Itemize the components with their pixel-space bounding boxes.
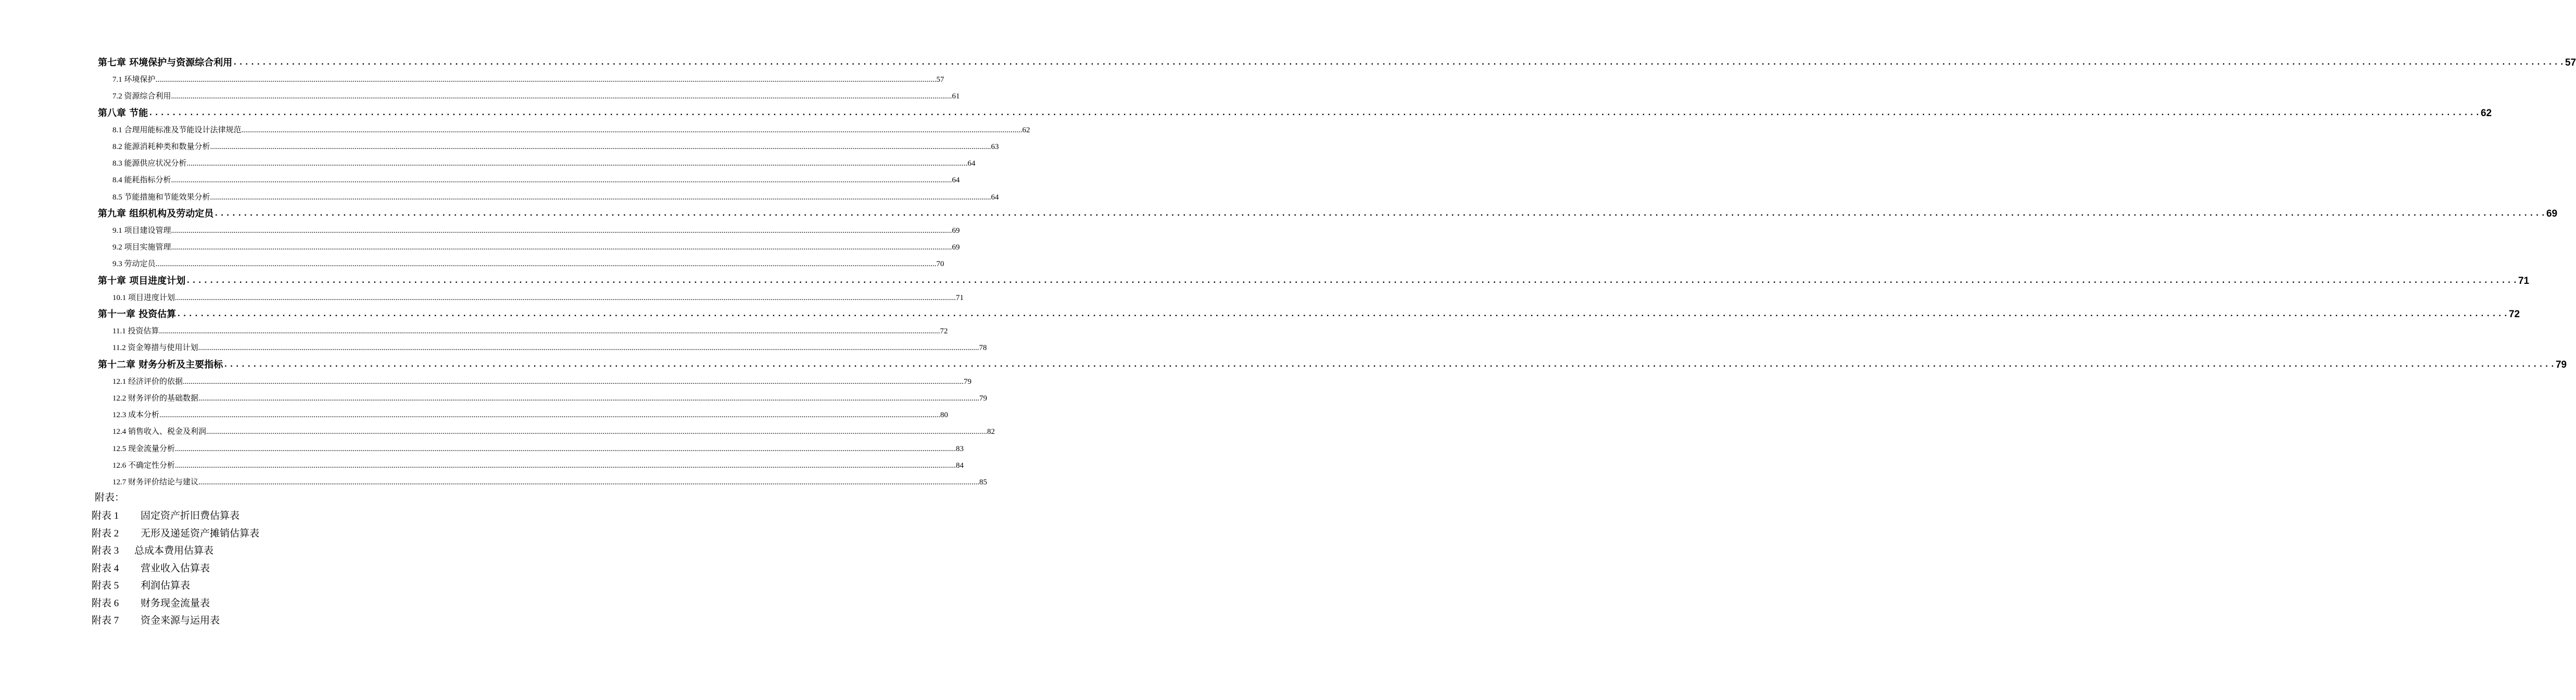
toc-page-number: 79 (964, 377, 972, 386)
toc-page-number: 72 (2508, 309, 2520, 320)
appendix-name: 无形及递延资产摊销估算表 (141, 528, 260, 539)
toc-entry-label: 12.5 现金流量分析 (112, 444, 175, 453)
toc-leader-dots: ................................................................................................................................................................................................................................................................................................................................................................................................................ (185, 276, 2518, 286)
toc-page-number: 82 (987, 428, 995, 436)
toc-leader-dots: ................................................................................................................................................................................................................................................................................................................................................................................................................ (171, 243, 952, 252)
toc-leader-dots: ................................................................................................................................................................................................................................................................................................................................................................................................................ (175, 444, 956, 453)
toc-page-number: 70 (936, 260, 944, 269)
toc-entry-label: 8.4 能耗指标分析 (112, 176, 171, 185)
toc-entry-label: 12.1 经济评价的依据 (112, 377, 183, 386)
toc-section-entry[interactable] (112, 172, 960, 185)
toc-section-entry[interactable] (112, 290, 964, 303)
toc-section-entry[interactable] (112, 458, 964, 470)
toc-chapter-entry[interactable] (98, 104, 2492, 119)
toc-section-entry[interactable] (112, 407, 949, 420)
toc-page-number: 85 (979, 478, 988, 486)
toc-entry-label: 10.1 项目进度计划 (112, 293, 175, 302)
toc-entry-label: 8.1 合理用能标准及节能设计法律规范 (112, 126, 242, 134)
toc-page-number: 79 (2555, 359, 2567, 370)
toc-page-number: 57 (2565, 57, 2576, 68)
toc-entry-label: 第九章 组织机构及劳动定员 (98, 208, 214, 219)
toc-section-entry[interactable] (112, 474, 988, 487)
toc-entry-label: 12.4 销售收入、税金及利润 (112, 428, 207, 436)
toc-leader-dots: ................................................................................................................................................................................................................................................................................................................................................................................................................ (159, 327, 940, 336)
appendix-code: 附表 2 (92, 528, 119, 539)
toc-entry-label: 第八章 节能 (98, 107, 148, 119)
toc-chapter-entry[interactable] (98, 355, 2567, 371)
appendix-code: 附表 6 (92, 597, 119, 609)
toc-leader-dots: ................................................................................................................................................................................................................................................................................................................................................................................................................ (183, 377, 964, 386)
toc-section-entry[interactable] (112, 391, 988, 403)
toc-leader-dots: ................................................................................................................................................................................................................................................................................................................................................................................................................ (198, 478, 980, 486)
toc-section-entry[interactable] (112, 72, 944, 84)
toc-leader-dots: ................................................................................................................................................................................................................................................................................................................................................................................................................ (155, 260, 937, 269)
toc-entry-label: 12.3 成本分析 (112, 411, 160, 420)
toc-page-number: 61 (952, 92, 960, 101)
appendix-item[interactable] (92, 595, 210, 609)
toc-leader-dots: ................................................................................................................................................................................................................................................................................................................................................................................................................ (186, 159, 968, 168)
appendix-code: 附表 1 (92, 510, 119, 521)
toc-leader-dots: ................................................................................................................................................................................................................................................................................................................................................................................................................ (198, 344, 979, 353)
toc-section-entry[interactable] (112, 190, 999, 202)
toc-entry-label: 7.2 资源综合利用 (112, 92, 171, 101)
appendix-item[interactable] (92, 612, 220, 627)
appendix-name: 利润估算表 (141, 580, 191, 591)
toc-leader-dots: ................................................................................................................................................................................................................................................................................................................................................................................................................ (155, 76, 937, 84)
appendix-name: 总成本费用估算表 (134, 545, 214, 556)
appendix-code: 附表 4 (92, 562, 119, 574)
toc-section-entry[interactable] (112, 256, 944, 269)
toc-page-number: 71 (956, 293, 964, 302)
toc-section-entry[interactable] (112, 156, 976, 168)
toc-entry-label: 12.2 财务评价的基础数据 (112, 394, 199, 403)
toc-entry-label: 第七章 环境保护与资源综合利用 (98, 57, 233, 68)
toc-leader-dots: ................................................................................................................................................................................................................................................................................................................................................................................................................ (232, 58, 2565, 68)
toc-page-number: 64 (967, 159, 976, 168)
toc-page-number: 62 (1022, 126, 1030, 134)
toc-section-entry[interactable] (112, 139, 999, 152)
toc-leader-dots: ................................................................................................................................................................................................................................................................................................................................................................................................................ (171, 227, 952, 235)
appendix-name: 营业收入估算表 (141, 562, 210, 574)
appendix-item[interactable] (92, 543, 213, 557)
toc-page-number: 78 (979, 344, 987, 353)
toc-chapter-entry[interactable] (98, 271, 2530, 287)
toc-page-number: 84 (956, 461, 964, 470)
toc-page-number: 69 (952, 243, 960, 252)
toc-page-number: 80 (940, 411, 949, 420)
toc-page-number: 69 (2546, 208, 2558, 219)
toc-chapter-entry[interactable] (98, 204, 2558, 220)
toc-entry-label: 8.5 节能措施和节能效果分析 (112, 193, 210, 202)
toc-page-number: 71 (2518, 275, 2530, 286)
appendix-code: 附表 7 (92, 615, 119, 626)
toc-section-entry[interactable] (112, 122, 1030, 135)
appendix-item[interactable] (92, 578, 190, 592)
toc-section-entry[interactable] (112, 340, 987, 353)
toc-entry-label: 12.7 财务评价结论与建议 (112, 478, 199, 486)
toc-leader-dots: ................................................................................................................................................................................................................................................................................................................................................................................................................ (171, 92, 952, 101)
toc-leader-dots: ................................................................................................................................................................................................................................................................................................................................................................................................................ (213, 208, 2546, 219)
toc-leader-dots: ................................................................................................................................................................................................................................................................................................................................................................................................................ (210, 193, 991, 202)
toc-leader-dots: ................................................................................................................................................................................................................................................................................................................................................................................................................ (148, 108, 2481, 118)
toc-section-entry[interactable] (112, 441, 964, 454)
toc-entry-label: 9.2 项目实施管理 (112, 243, 171, 252)
toc-section-entry[interactable] (112, 223, 960, 235)
toc-entry-label: 12.6 不确定性分析 (112, 461, 175, 470)
toc-entry-label: 11.1 投资估算 (112, 327, 159, 336)
toc-leader-dots: ................................................................................................................................................................................................................................................................................................................................................................................................................ (176, 309, 2509, 319)
toc-chapter-entry[interactable] (98, 53, 2576, 69)
appendix-item[interactable] (92, 560, 210, 574)
appendix-name: 财务现金流量表 (141, 597, 210, 609)
appendix-item[interactable] (92, 526, 259, 540)
toc-entry-label: 第十一章 投资估算 (98, 309, 176, 320)
toc-entry-label: 9.1 项目建设管理 (112, 227, 171, 235)
toc-entry-label: 第十章 项目进度计划 (98, 275, 186, 286)
appendix-heading: 附表： (95, 492, 125, 503)
toc-page-number: 72 (940, 327, 948, 336)
toc-page-number: 57 (936, 76, 944, 84)
toc-section-entry[interactable] (112, 323, 948, 336)
appendix-item[interactable] (92, 508, 239, 522)
appendix-name: 固定资产折旧费估算表 (141, 510, 240, 521)
toc-entry-label: 8.3 能源供应状况分析 (112, 159, 187, 168)
toc-page-number: 69 (952, 227, 960, 235)
toc-entry-label: 第十二章 财务分析及主要指标 (98, 359, 223, 370)
toc-page-number: 64 (952, 176, 960, 185)
toc-entry-label: 9.3 劳动定员 (112, 260, 156, 269)
toc-entry-label: 7.1 环境保护 (112, 76, 156, 84)
toc-leader-dots: ................................................................................................................................................................................................................................................................................................................................................................................................................ (210, 143, 991, 151)
toc-section-entry[interactable] (112, 424, 995, 436)
appendix-code: 附表 3 (92, 545, 119, 556)
toc-page-number: 64 (991, 193, 999, 202)
appendix-code: 附表 5 (92, 580, 119, 591)
toc-leader-dots: ................................................................................................................................................................................................................................................................................................................................................................................................................ (175, 461, 956, 470)
toc-leader-dots: ................................................................................................................................................................................................................................................................................................................................................................................................................ (159, 411, 941, 420)
toc-leader-dots: ................................................................................................................................................................................................................................................................................................................................................................................................................ (223, 359, 2556, 370)
toc-chapter-entry[interactable] (98, 305, 2520, 320)
appendix-name: 资金来源与运用表 (141, 615, 220, 626)
toc-page-number: 83 (956, 444, 964, 453)
toc-leader-dots: ................................................................................................................................................................................................................................................................................................................................................................................................................ (198, 394, 980, 403)
toc-leader-dots: ................................................................................................................................................................................................................................................................................................................................................................................................................ (241, 126, 1022, 134)
toc-section-entry[interactable] (112, 374, 972, 386)
toc-leader-dots: ................................................................................................................................................................................................................................................................................................................................................................................................................ (175, 293, 956, 302)
toc-section-entry[interactable] (112, 240, 960, 252)
toc-page-number: 79 (979, 394, 988, 403)
toc-section-entry[interactable] (112, 89, 960, 101)
toc-page-number: 63 (991, 143, 999, 151)
toc-entry-label: 11.2 资金筹措与使用计划 (112, 344, 198, 353)
toc-leader-dots: ................................................................................................................................................................................................................................................................................................................................................................................................................ (206, 428, 988, 436)
toc-leader-dots: ................................................................................................................................................................................................................................................................................................................................................................................................................ (171, 176, 952, 185)
toc-entry-label: 8.2 能源消耗种类和数量分析 (112, 143, 210, 151)
toc-page-number: 62 (2480, 107, 2492, 119)
